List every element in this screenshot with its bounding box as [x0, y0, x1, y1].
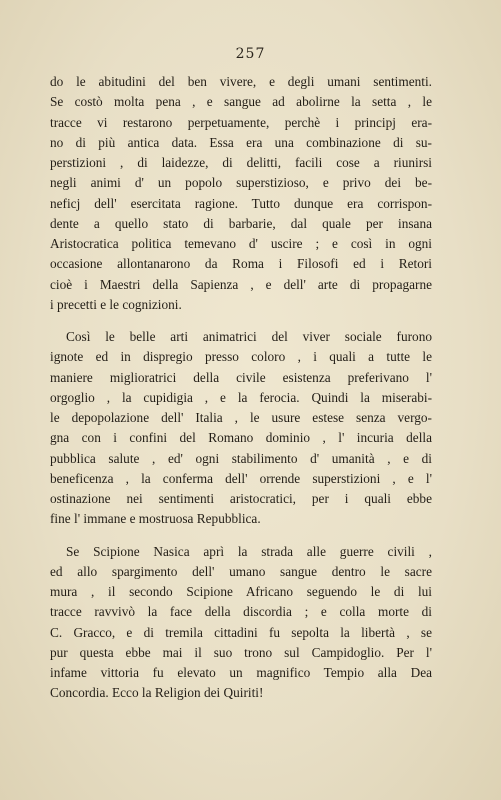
text-line: le depopolazione dell' Italia , le usure estese senza vergo- — [50, 410, 432, 425]
text-line: tracce ravvivò la face della discordia ; e colla morte di — [50, 604, 432, 620]
page-number: 257 — [235, 46, 266, 62]
text-line: tracce vi restarono perpetuamente, perchè i principj era- — [50, 114, 432, 130]
text-line: mura , il secondo Scipione Africano seguendo le di lui — [50, 584, 432, 599]
text-line: ed allo spargimento dell' umano sangue dentro le sacre — [50, 563, 432, 579]
paragraph — [50, 327, 432, 530]
text-line: Concordia. Ecco la Religion dei Quiriti! — [50, 685, 264, 701]
text-line: Se Scipione Nasica aprì la strada alle guerre civili , — [66, 543, 432, 559]
text-line: C. Gracco, e di tremila cittadini fu sepolta la libertà , se — [50, 624, 432, 640]
text-line: ignote ed in dispregio presso coloro , i quali a tutte le — [50, 349, 432, 365]
text-line: no di più antica data. Essa era una combinazione di su- — [50, 134, 432, 150]
text-line: gna con i confini del Romano dominio , l' incuria della — [50, 430, 432, 446]
text-line: neficj dell' esercitata ragione. Tutto dunque era corrispon- — [50, 195, 432, 211]
text-line: pur questa ebbe mai il suo trono sul Campidoglio. Per l' — [50, 644, 432, 660]
text-line: infame vittoria fu elevato un magnifico Tempio alla Dea — [50, 665, 432, 680]
text-line: Aristocratica politica temevano d' uscire ; e così in ogni — [50, 236, 432, 251]
paragraph — [50, 542, 432, 704]
text-line: i precetti e le cognizioni. — [50, 296, 182, 312]
paragraph-gap — [50, 530, 432, 542]
text-line: Così le belle arti animatrici del viver sociale furono — [66, 329, 432, 344]
text-line: do le abitudini del ben vivere, e degli umani sentimenti. — [50, 74, 432, 89]
text-line: dente a quello stato di barbarie, dal quale per insana — [50, 215, 432, 231]
text-line: perstizioni , di laidezze, di delitti, facili cose a riunirsi — [50, 155, 432, 170]
body-text — [50, 72, 432, 704]
text-line: cioè i Maestri della Sapienza , e dell' arte di propagarne — [50, 276, 432, 292]
text-line: fine l' immane e mostruosa Repubblica. — [50, 511, 261, 527]
text-line: negli animi d' un popolo superstizioso, e privo dei be- — [50, 175, 432, 191]
text-line: orgoglio , la cupidigia , e la ferocia. Quindi la miserabi- — [50, 389, 432, 405]
text-line: occasione allontanarono da Roma i Filosofi ed i Retori — [50, 256, 432, 272]
paragraph — [50, 72, 432, 315]
text-line: beneficenza , la conferma dell' orrende superstizioni , e l' — [50, 470, 432, 486]
text-line: pubblica salute , ed' ogni stabilimento d' umanità , e di — [50, 450, 432, 466]
paragraph-gap — [50, 315, 432, 327]
text-line: ostinazione nei sentimenti aristocratici, per i quali ebbe — [50, 491, 432, 506]
text-line: maniere miglioratrici della civile esistenza preferivano l' — [50, 369, 432, 385]
text-line: Se costò molta pena , e sangue ad abolirne la setta , le — [50, 94, 432, 110]
